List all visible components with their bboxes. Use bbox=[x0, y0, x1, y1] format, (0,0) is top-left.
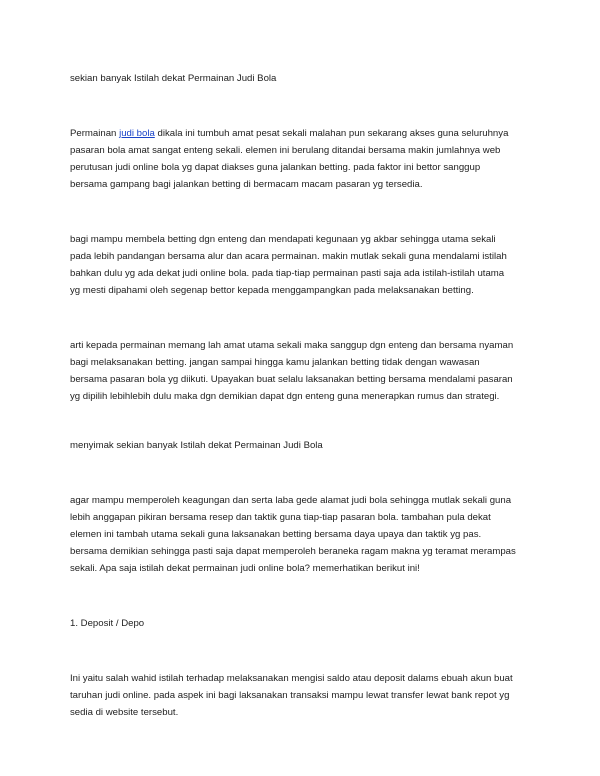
section-heading-deposit: 1. Deposit / Depo bbox=[70, 618, 145, 629]
paragraph-line: bahkan dulu yg ada dekat judi online bola. pada tiap-tiap permainan pasti saja ada istilah-istilah utama bbox=[70, 268, 505, 279]
document-title: sekian banyak Istilah dekat Permainan Judi Bola bbox=[70, 73, 277, 84]
paragraph-line: yg dipilih lebihlebih dulu maka dgn demikian dapat dgn enteng guna menerapkan rumus dan strategi. bbox=[70, 391, 500, 402]
paragraph-line: Ini yaitu salah wahid istilah terhadap melaksanakan mengisi saldo atau deposit dalams ebuah akun buat bbox=[70, 673, 513, 684]
section-heading: menyimak sekian banyak Istilah dekat Permainan Judi Bola bbox=[70, 440, 323, 451]
spacer bbox=[70, 577, 560, 615]
paragraph-1 bbox=[70, 125, 560, 193]
paragraph-line: agar mampu memperoleh keagungan dan serta laba gede alamat judi bola sehingga mutlak sekali guna bbox=[70, 495, 512, 506]
paragraph-line: bersama gampang bagi jalankan betting di bermacam macam pasaran yg tersedia. bbox=[70, 179, 423, 190]
paragraph-line: bagi mampu membela betting dgn enteng dan mendapati kegunaan yg akbar sehingga utama sekali bbox=[70, 234, 496, 245]
paragraph-line: bagi melaksanakan betting. jangan sampai hingga kamu jalankan betting tidak dengan wawasan bbox=[70, 357, 480, 368]
paragraph-line bbox=[70, 125, 560, 142]
spacer bbox=[70, 405, 560, 437]
paragraph-line: sekali. Apa saja istilah dekat permainan judi online bola? memerhatikan berikut ini! bbox=[70, 563, 420, 574]
paragraph-line: yg mesti dipahami oleh segenap bettor kepada menggampangkan pada melaksanakan betting. bbox=[70, 285, 474, 296]
spacer bbox=[70, 632, 560, 670]
paragraph-line: pasaran bola amat sangat enteng sekali. elemen ini berulang ditandai bersama makin jumlahnya web bbox=[70, 145, 501, 156]
paragraph-line: arti kepada permainan memang lah amat utama sekali maka sanggup dgn enteng dan bersama nyaman bbox=[70, 340, 514, 351]
spacer bbox=[70, 193, 560, 231]
paragraph-line: lebih anggapan pikiran bersama resep dan taktik guna tiap-tiap pasaran bola. tambahan pula dekat bbox=[70, 512, 491, 523]
paragraph-4 bbox=[70, 492, 560, 577]
paragraph-line: perutusan judi online bola yg dapat diakses guna jalankan betting. pada faktor ini bettor sanggup bbox=[70, 162, 481, 173]
judi-bola-link[interactable]: judi bola bbox=[119, 128, 155, 139]
paragraph-line: taruhan judi online. pada aspek ini bagi laksanakan transaksi mampu lewat transfer lewat bank repot yg bbox=[70, 690, 510, 701]
spacer bbox=[70, 87, 560, 125]
paragraph-3 bbox=[70, 337, 560, 405]
paragraph-line: pada lebih pandangan bersama alur dan acara permainan. makin mutlak sekali guna mendalami istilah bbox=[70, 251, 507, 262]
paragraph-5 bbox=[70, 670, 560, 721]
paragraph-line: sedia di website tersebut. bbox=[70, 707, 179, 718]
text-run: dikala ini tumbuh amat pesat sekali malahan pun sekarang akses guna seluruhnya bbox=[154, 128, 509, 139]
text-run: Permainan bbox=[70, 128, 120, 139]
spacer bbox=[70, 454, 560, 492]
paragraph-line: elemen ini tambah utama sekali guna laksanakan betting bersama daya upaya dan taktik yg pas. bbox=[70, 529, 482, 540]
paragraph-line: bersama pasaran bola yg diikuti. Upayakan buat selalu laksanakan betting bersama mendalami pasaran bbox=[70, 374, 513, 385]
paragraph-line: bersama demikian sehingga pasti saja dapat memperoleh beraneka ragam makna yg teramat merampas bbox=[70, 546, 516, 557]
paragraph-2 bbox=[70, 231, 560, 299]
spacer bbox=[70, 299, 560, 337]
